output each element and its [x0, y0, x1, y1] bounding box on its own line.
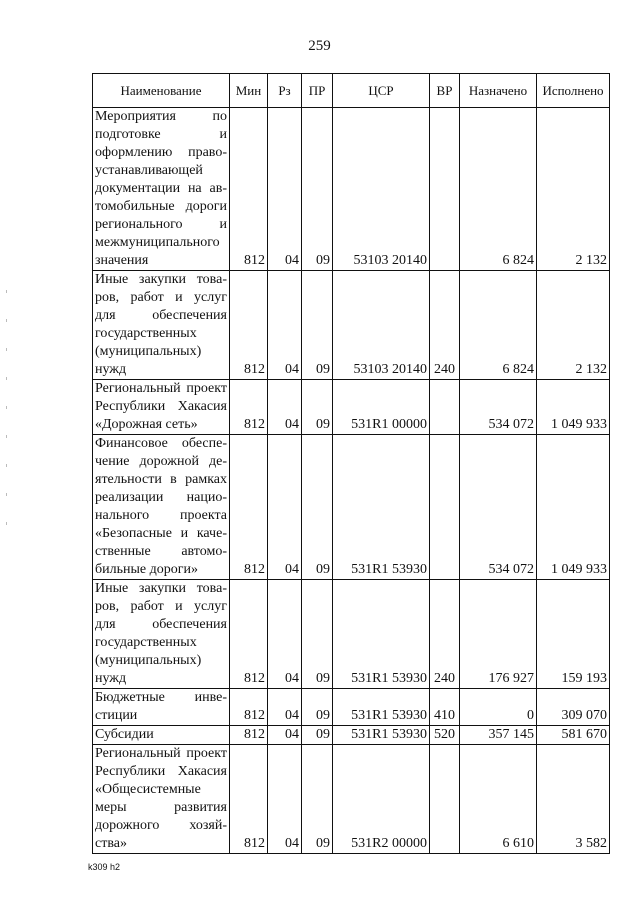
row-csr: 531R1 53930	[333, 580, 430, 689]
row-csr: 531R1 00000	[333, 380, 430, 435]
row-min: 812	[230, 580, 268, 689]
table-row	[93, 108, 610, 271]
row-vr: 240	[430, 580, 460, 689]
row-rz: 04	[268, 745, 302, 854]
row-assigned: 534 072	[460, 435, 537, 580]
row-pr: 09	[302, 380, 333, 435]
row-min: 812	[230, 271, 268, 380]
table-row	[93, 380, 610, 435]
header-name: Наименование	[93, 74, 230, 108]
row-pr: 09	[302, 689, 333, 726]
row-name: Мероприятия по подготовке и оформлению правоустанавливающей документации на автомобильные дороги регионального и межмуниципального значения	[93, 108, 230, 271]
row-assigned: 6 610	[460, 745, 537, 854]
binding-marks	[6, 290, 8, 551]
row-executed: 3 582	[537, 745, 610, 854]
row-pr: 09	[302, 108, 333, 271]
row-assigned: 6 824	[460, 108, 537, 271]
row-rz: 04	[268, 435, 302, 580]
row-min: 812	[230, 689, 268, 726]
footer-code: k309 h2	[88, 862, 121, 872]
row-assigned: 0	[460, 689, 537, 726]
row-min: 812	[230, 745, 268, 854]
row-name: Бюджетные инвестиции	[93, 689, 230, 726]
table-header-row	[93, 74, 610, 108]
row-name: Субсидии	[93, 726, 230, 745]
row-pr: 09	[302, 745, 333, 854]
header-pr: ПР	[302, 74, 333, 108]
row-rz: 04	[268, 108, 302, 271]
table-row	[93, 745, 610, 854]
row-vr	[430, 108, 460, 271]
table-row	[93, 435, 610, 580]
row-pr: 09	[302, 435, 333, 580]
row-assigned: 534 072	[460, 380, 537, 435]
row-pr: 09	[302, 271, 333, 380]
row-name: Финансовое обеспечение дорожной деятельности в рамках реализации национального проекта «Безопасные и качественные автомобильные дороги»	[93, 435, 230, 580]
budget-table	[92, 73, 610, 854]
row-assigned: 176 927	[460, 580, 537, 689]
row-csr: 53103 20140	[333, 271, 430, 380]
row-executed: 1 049 933	[537, 380, 610, 435]
row-min: 812	[230, 380, 268, 435]
table-row	[93, 689, 610, 726]
row-pr: 09	[302, 580, 333, 689]
header-assigned: Назначено	[460, 74, 537, 108]
row-rz: 04	[268, 689, 302, 726]
row-min: 812	[230, 726, 268, 745]
page-number: 259	[308, 38, 331, 54]
row-executed: 581 670	[537, 726, 610, 745]
row-name: Иные закупки товаров, работ и услуг для обеспечения государственных (муниципальных) нужд	[93, 271, 230, 380]
table-row	[93, 726, 610, 745]
row-min: 812	[230, 435, 268, 580]
row-name: Региональный проект Республики Хакасия «Дорожная сеть»	[93, 380, 230, 435]
header-rz: Рз	[268, 74, 302, 108]
table-row	[93, 271, 610, 380]
row-csr: 531R1 53930	[333, 726, 430, 745]
row-rz: 04	[268, 271, 302, 380]
row-rz: 04	[268, 726, 302, 745]
row-vr: 520	[430, 726, 460, 745]
row-csr: 53103 20140	[333, 108, 430, 271]
header-vr: ВР	[430, 74, 460, 108]
row-pr: 09	[302, 726, 333, 745]
row-vr: 410	[430, 689, 460, 726]
row-vr	[430, 380, 460, 435]
row-vr	[430, 435, 460, 580]
table-row	[93, 580, 610, 689]
row-csr: 531R2 00000	[333, 745, 430, 854]
header-csr: ЦСР	[333, 74, 430, 108]
header-executed: Исполнено	[537, 74, 610, 108]
row-rz: 04	[268, 380, 302, 435]
row-assigned: 357 145	[460, 726, 537, 745]
row-executed: 309 070	[537, 689, 610, 726]
row-executed: 159 193	[537, 580, 610, 689]
header-min: Мин	[230, 74, 268, 108]
row-csr: 531R1 53930	[333, 435, 430, 580]
row-executed: 2 132	[537, 108, 610, 271]
row-name: Иные закупки товаров, работ и услуг для обеспечения государственных (муниципальных) нужд	[93, 580, 230, 689]
row-executed: 1 049 933	[537, 435, 610, 580]
row-vr	[430, 745, 460, 854]
row-vr: 240	[430, 271, 460, 380]
row-csr: 531R1 53930	[333, 689, 430, 726]
row-min: 812	[230, 108, 268, 271]
row-executed: 2 132	[537, 271, 610, 380]
row-assigned: 6 824	[460, 271, 537, 380]
row-rz: 04	[268, 580, 302, 689]
row-name: Региональный проект Республики Хакасия «Общесистемные меры развития дорожного хозяйства»	[93, 745, 230, 854]
